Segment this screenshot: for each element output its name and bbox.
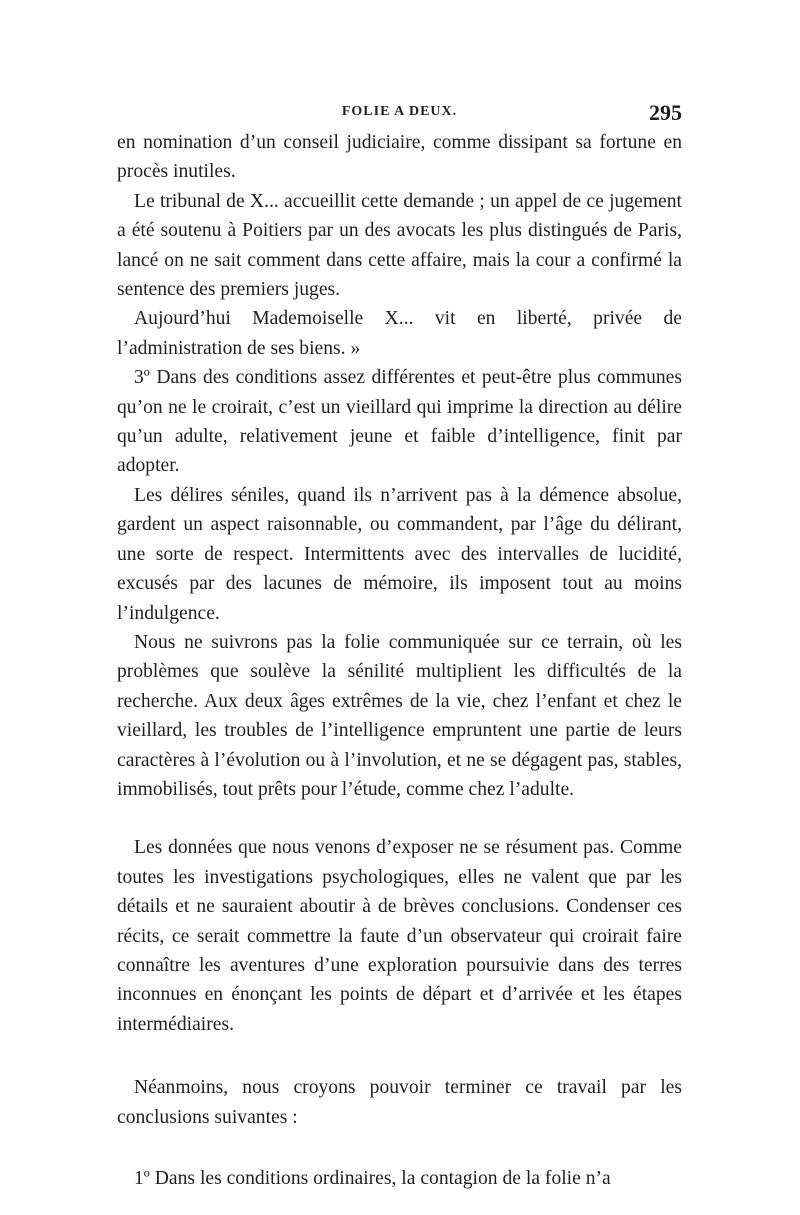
paragraph-donnees: Les données que nous venons d’exposer ne se résument pas. Comme toutes les investigations psychologiques, elles ne valent que par les détails et ne sauraient aboutir à de brèves conclusions. Condenser ces récits, ce serait commettre la faute d’un observateur qui croirait faire connaître les aventures d’une exploration poursuivie dans des terres inconnues en énonçant les points de départ et d’arrivée et les étapes intermédiaires. [117, 837, 682, 1035]
paragraph-nous-ne-suivrons: Nous ne suivrons pas la folie communiquée sur ce terrain, où les problèmes que soulève la sénilité multiplient les difficultés de la recherche. Aux deux âges extrêmes de la vie, chez l’enfant et chez le vieillard, les troubles de l’intelligence empruntent une partie de leurs caractères à l’évolution ou à l’involution, et ne se dégagent pas, stables, immobilisés, tout prêts pour l’étude, comme chez l’adulte. [117, 631, 682, 800]
running-title: FOLIE A DEUX. [341, 104, 458, 119]
running-header [117, 100, 682, 128]
paragraph-delires-seniles: Les délires séniles, quand ils n’arrivent pas à la démence absolue, gardent un aspect raisonnable, ou commandent, par l’âge du délirant, une sorte de respect. Intermittents avec des intervalles de lucidité, excusés par des lacunes de mémoire, ils imposent tout au moins l’indulgence. [117, 484, 682, 624]
body-text [117, 128, 682, 1193]
paragraph-tribunal: Le tribunal de X... accueillit cette demande ; un appel de ce jugement a été soutenu à Poitiers par un des avocats les plus distingués de Paris, lancé on ne sait comment dans cette affaire, mais la cour a confirmé la sentence des premiers juges. [117, 190, 682, 301]
paragraph-continuation: en nomination d’un conseil judiciaire, comme dissipant sa fortune en procès inutiles. [117, 132, 682, 183]
paragraph-aujourdhui: Aujourd’hui Mademoiselle X... vit en liberté, privée de l’administration de ses biens. » [117, 308, 682, 359]
page-number: 295 [649, 100, 682, 125]
paragraph-point-3: 3º Dans des conditions assez différentes et peut-être plus communes qu’on ne le croirait, c’est un vieillard qui imprime la direction au délire qu’un adulte, relativement jeune et faible d’intelligence, finit par adopter. [117, 367, 682, 477]
paragraph-neanmoins: Néanmoins, nous croyons pouvoir terminer ce travail par les conclusions suivantes : [117, 1077, 682, 1128]
paragraph-conclusion-1: 1º Dans les conditions ordinaires, la contagion de la folie n’a [134, 1168, 611, 1189]
